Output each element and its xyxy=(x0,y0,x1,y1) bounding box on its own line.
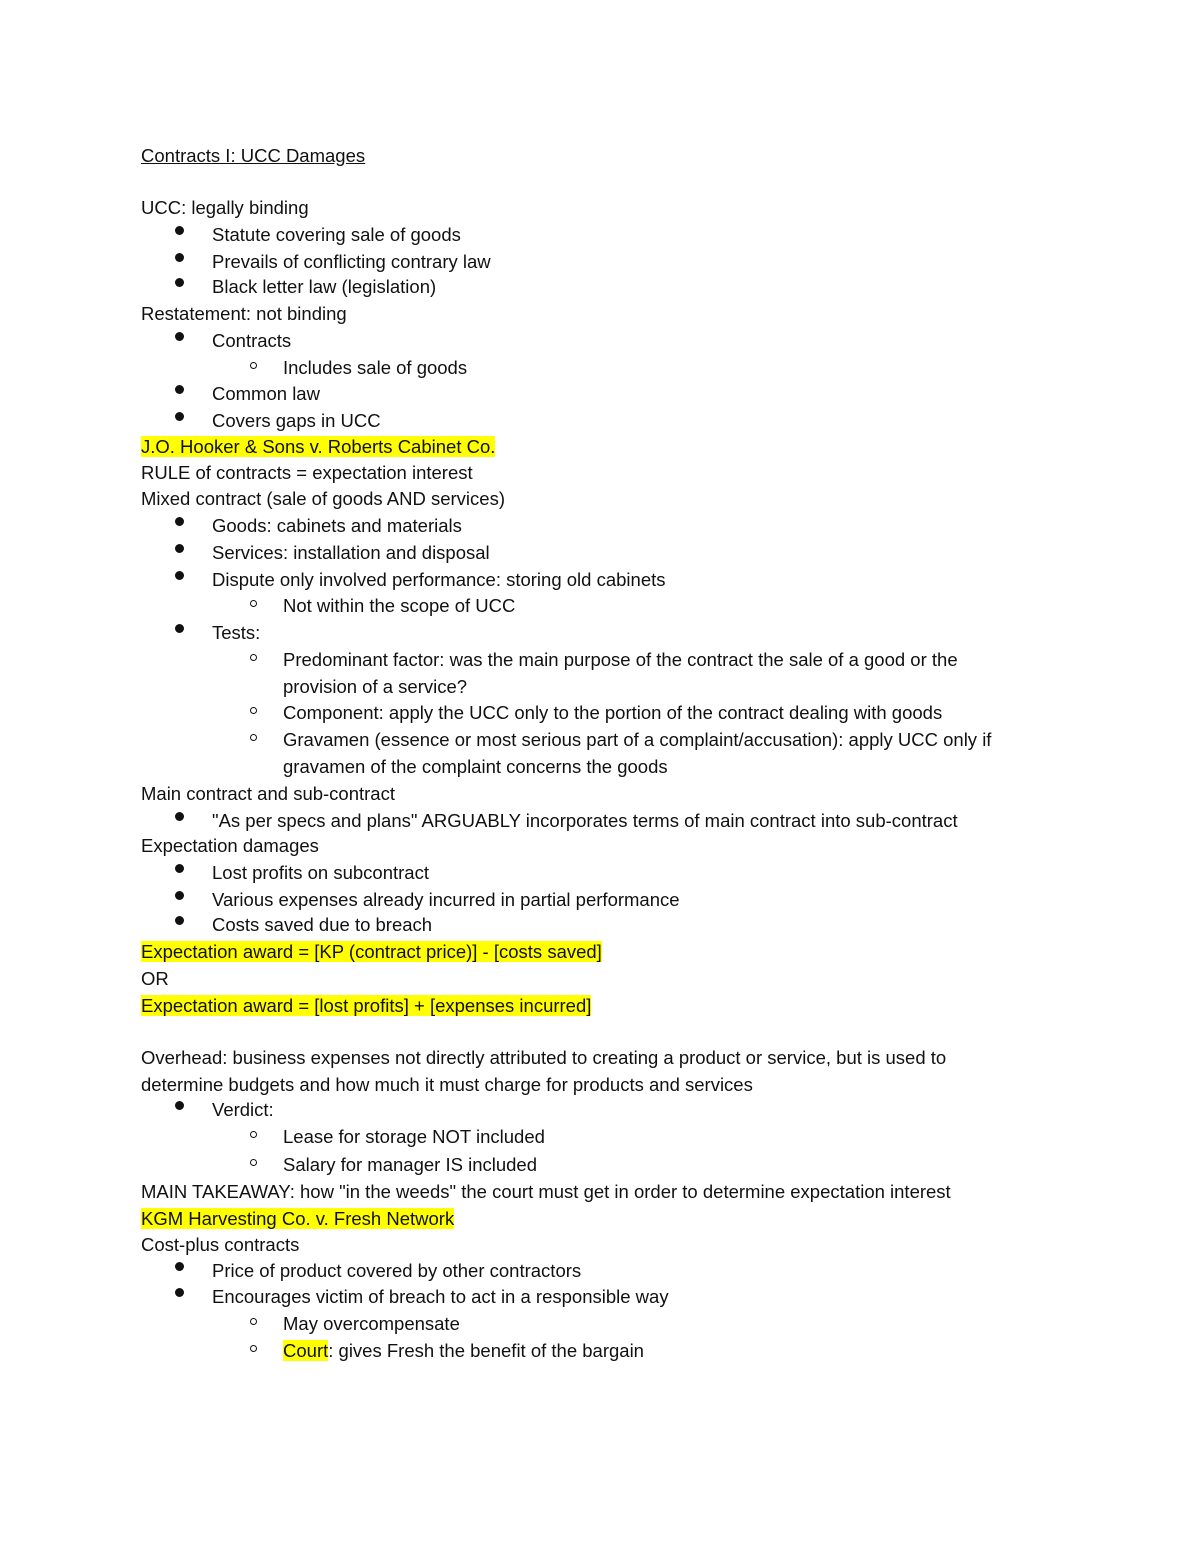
case-name xyxy=(141,1206,454,1232)
list-item: Goods: cabinets and materials xyxy=(212,515,462,536)
bullet-icon xyxy=(175,624,184,633)
bullet-icon xyxy=(175,412,184,421)
circle-bullet-icon xyxy=(250,1159,257,1166)
bullet-icon xyxy=(175,278,184,287)
sub-list-item-continued: provision of a service? xyxy=(283,676,468,697)
bullet-icon xyxy=(175,544,184,553)
formula-highlight: Expectation award = [KP (contract price)] - [costs saved] xyxy=(141,941,602,962)
bullet-icon xyxy=(175,812,184,821)
page-title: Contracts I: UCC Damages xyxy=(141,145,366,166)
list-item: Tests: xyxy=(212,622,261,643)
circle-bullet-icon xyxy=(250,654,257,661)
list-item: Encourages victim of breach to act in a responsible way xyxy=(212,1286,669,1307)
case-name xyxy=(141,434,495,460)
circle-bullet-icon xyxy=(250,734,257,741)
sub-list-item xyxy=(283,1338,644,1364)
list-item: Price of product covered by other contractors xyxy=(212,1260,582,1281)
list-item: Verdict: xyxy=(212,1099,274,1120)
circle-bullet-icon xyxy=(250,362,257,369)
paragraph-line: determine budgets and how much it must charge for products and services xyxy=(141,1074,753,1095)
circle-bullet-icon xyxy=(250,707,257,714)
sub-list-item: Not within the scope of UCC xyxy=(283,595,516,616)
section-heading: UCC: legally binding xyxy=(141,197,309,218)
case-name-highlight: KGM Harvesting Co. v. Fresh Network xyxy=(141,1208,455,1229)
sub-list-item: Component: apply the UCC only to the portion of the contract dealing with goods xyxy=(283,702,943,723)
bullet-icon xyxy=(175,517,184,526)
section-heading: Expectation damages xyxy=(141,835,319,856)
sub-list-item: Salary for manager IS included xyxy=(283,1154,537,1175)
section-heading: Mixed contract (sale of goods AND services) xyxy=(141,488,505,509)
section-heading: Restatement: not binding xyxy=(141,303,347,324)
bullet-icon xyxy=(175,332,184,341)
section-heading: Main contract and sub-contract xyxy=(141,783,395,804)
bullet-icon xyxy=(175,226,184,235)
list-item: "As per specs and plans" ARGUABLY incorporates terms of main contract into sub-contract xyxy=(212,810,958,831)
bullet-icon xyxy=(175,253,184,262)
court-highlight: Court xyxy=(283,1340,329,1361)
list-item: Black letter law (legislation) xyxy=(212,276,437,297)
circle-bullet-icon xyxy=(250,600,257,607)
formula-highlight: Expectation award = [lost profits] + [expenses incurred] xyxy=(141,995,592,1016)
sub-list-item: Gravamen (essence or most serious part of a complaint/accusation): apply UCC only if xyxy=(283,729,992,750)
formula xyxy=(141,993,591,1019)
or-line: OR xyxy=(141,968,169,989)
bullet-icon xyxy=(175,864,184,873)
paragraph-line: Overhead: business expenses not directly attributed to creating a product or service, but is used to xyxy=(141,1047,947,1068)
formula xyxy=(141,939,602,965)
court-text: : gives Fresh the benefit of the bargain xyxy=(328,1340,644,1361)
sub-list-item-continued: gravamen of the complaint concerns the goods xyxy=(283,756,668,777)
bullet-icon xyxy=(175,571,184,580)
list-item: Statute covering sale of goods xyxy=(212,224,461,245)
circle-bullet-icon xyxy=(250,1345,257,1352)
list-item: Costs saved due to breach xyxy=(212,914,433,935)
rule-line: RULE of contracts = expectation interest xyxy=(141,462,473,483)
sub-list-item: Predominant factor: was the main purpose of the contract the sale of a good or the xyxy=(283,649,958,670)
circle-bullet-icon xyxy=(250,1318,257,1325)
section-heading: Cost-plus contracts xyxy=(141,1234,300,1255)
list-item: Services: installation and disposal xyxy=(212,542,490,563)
circle-bullet-icon xyxy=(250,1131,257,1138)
list-item: Lost profits on subcontract xyxy=(212,862,429,883)
takeaway-line: MAIN TAKEAWAY: how "in the weeds" the court must get in order to determine expectation interest xyxy=(141,1181,951,1202)
list-item: Prevails of conflicting contrary law xyxy=(212,251,491,272)
list-item: Common law xyxy=(212,383,320,404)
list-item: Dispute only involved performance: storing old cabinets xyxy=(212,569,666,590)
case-name-highlight: J.O. Hooker & Sons v. Roberts Cabinet Co. xyxy=(141,436,496,457)
bullet-icon xyxy=(175,891,184,900)
bullet-icon xyxy=(175,1262,184,1271)
bullet-icon xyxy=(175,1288,184,1297)
sub-list-item: Includes sale of goods xyxy=(283,357,468,378)
list-item: Various expenses already incurred in partial performance xyxy=(212,889,680,910)
bullet-icon xyxy=(175,1101,184,1110)
bullet-icon xyxy=(175,916,184,925)
list-item: Contracts xyxy=(212,330,292,351)
sub-list-item: Lease for storage NOT included xyxy=(283,1126,545,1147)
list-item: Covers gaps in UCC xyxy=(212,410,381,431)
bullet-icon xyxy=(175,385,184,394)
sub-list-item: May overcompensate xyxy=(283,1313,460,1334)
